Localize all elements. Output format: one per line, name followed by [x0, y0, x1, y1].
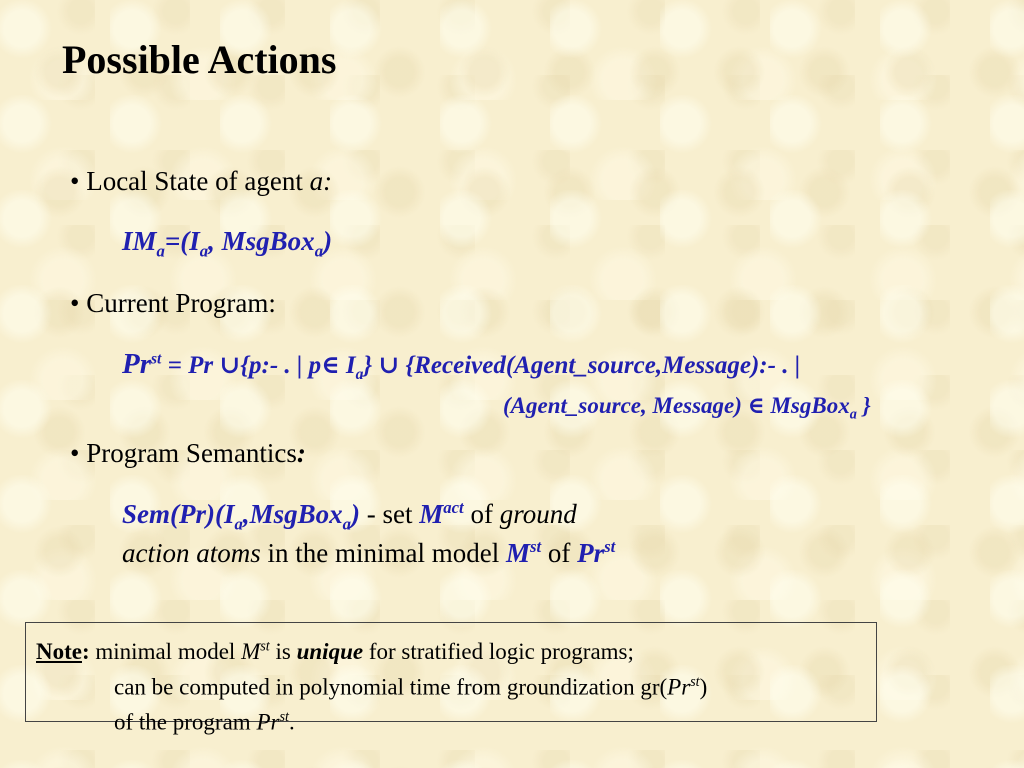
formula-program-line2: (Agent_source, Message) ∈ MsgBox$_a$ } [503, 393, 871, 423]
bullet-text: Program Semantics [86, 438, 297, 468]
note-line1: Note: minimal model Mst is unique for stratified logic programs; [36, 638, 634, 664]
semantics-line1: $Sem(Pr)(I_a,MsgBox_a)$ - set $M^{act}$ of ground [122, 498, 577, 534]
formula-program: $Pr^{st} = Pr$ ∪{p:- . | p∈ $I_a$} ∪ {Received(Agent_source,Message):- . | [122, 348, 801, 383]
agent-variable: a: [309, 166, 333, 196]
note-label: Note [36, 638, 82, 664]
bullet-marker: • [70, 288, 80, 318]
note-box [25, 622, 877, 735]
bullet-marker: • [70, 438, 80, 468]
semantics-line2: action atoms in the minimal model Mst of $Pr^{st}$ [122, 537, 616, 568]
note-line3: of the program $Pr^{st}$. [114, 709, 295, 735]
bullet-local-state [70, 166, 332, 197]
slide-title: Possible Actions [62, 37, 337, 82]
bullet-text: Current Program: [86, 288, 276, 318]
bullet-marker: • [70, 166, 80, 196]
note-line2: can be computed in polynomial time from groundization $gr(Pr^{st})$ [114, 673, 708, 700]
bullet-current-program [70, 288, 276, 319]
unique-emphasis: unique [296, 638, 364, 664]
formula-im: $IM_a=(I_a$, MsgBox$_a$) [122, 226, 333, 261]
sem-expression: $Sem(Pr)(I_a,MsgBox_a)$ [122, 499, 361, 534]
bullet-program-semantics: • Program Semantics: [70, 438, 306, 468]
bullet-text: Local State of agent [86, 166, 310, 196]
